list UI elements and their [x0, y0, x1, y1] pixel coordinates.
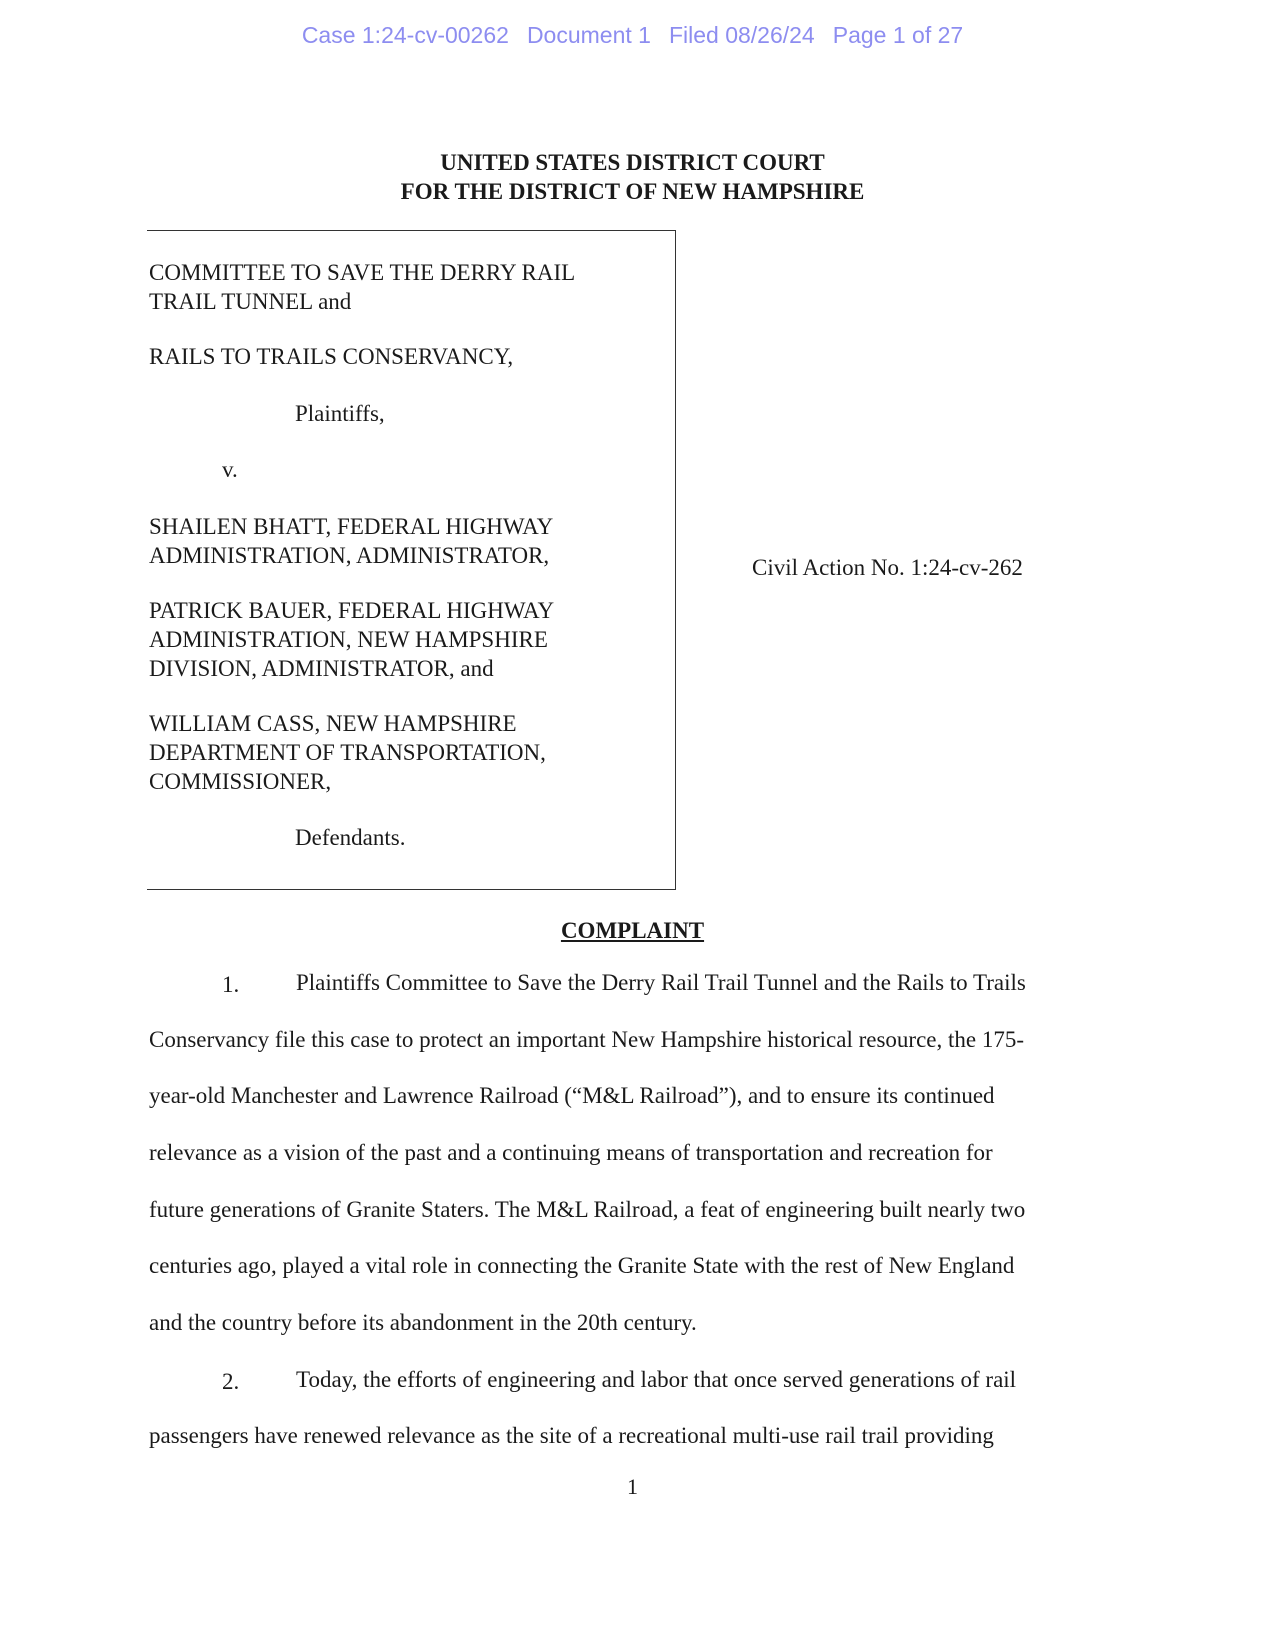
court-district: FOR THE DISTRICT OF NEW HAMPSHIRE [400, 179, 865, 204]
paragraph-2-line: Today, the efforts of engineering and labor that once served generations of rail [296, 1367, 1017, 1392]
document-number: Document 1 [526, 22, 651, 48]
filed-date: Filed 08/26/24 [668, 22, 815, 48]
paragraph-1-line: future generations of Granite Staters. The M&L Railroad, a feat of engineering built nearly two [149, 1197, 1026, 1222]
plaintiffs-label: Plaintiffs, [295, 401, 385, 426]
defendant-1: SHAILEN BHATT, FEDERAL HIGHWAY ADMINISTRATION, ADMINISTRATOR, [149, 514, 554, 568]
court-heading [0, 148, 1265, 206]
paragraph-1-line: relevance as a vision of the past and a continuing means of transportation and recreation for [149, 1140, 993, 1165]
ecf-header-stamp [0, 22, 1265, 49]
complaint-title: COMPLAINT [560, 918, 705, 943]
paragraph-1-line: and the country before its abandonment in the 20th century. [149, 1310, 697, 1335]
defendant-2: PATRICK BAUER, FEDERAL HIGHWAY ADMINISTRATION, NEW HAMPSHIRE DIVISION, ADMINISTRATOR, and [149, 598, 555, 681]
page-count: Page 1 of 27 [832, 22, 964, 48]
paragraph-1-number: 1. [222, 972, 240, 997]
case-number: Case 1:24-cv-00262 [301, 22, 509, 48]
paragraph-2-line: passengers have renewed relevance as the site of a recreational multi-use rail trail providing [149, 1423, 994, 1448]
defendants-label: Defendants. [295, 825, 406, 850]
page-number: 1 [627, 1474, 638, 1499]
plaintiff-2: RAILS TO TRAILS CONSERVANCY, [149, 344, 514, 369]
paragraph-1-line: year-old Manchester and Lawrence Railroad (“M&L Railroad”), and to ensure its continued [149, 1083, 995, 1108]
defendant-3: WILLIAM CASS, NEW HAMPSHIRE DEPARTMENT OF TRANSPORTATION, COMMISSIONER, [149, 711, 546, 794]
paragraph-1-line: Plaintiffs Committee to Save the Derry Rail Trail Tunnel and the Rails to Trails [296, 970, 1026, 995]
versus: v. [222, 457, 238, 482]
civil-action-number: Civil Action No. 1:24-cv-262 [752, 555, 1023, 580]
paragraph-1-line: Conservancy file this case to protect an important New Hampshire historical resource, the 175- [149, 1027, 1024, 1052]
court-name: UNITED STATES DISTRICT COURT [440, 150, 825, 175]
plaintiff-1: COMMITTEE TO SAVE THE DERRY RAIL TRAIL TUNNEL and [149, 260, 576, 314]
paragraph-1-line: centuries ago, played a vital role in connecting the Granite State with the rest of New England [149, 1253, 1015, 1278]
paragraph-2-number: 2. [222, 1369, 240, 1394]
